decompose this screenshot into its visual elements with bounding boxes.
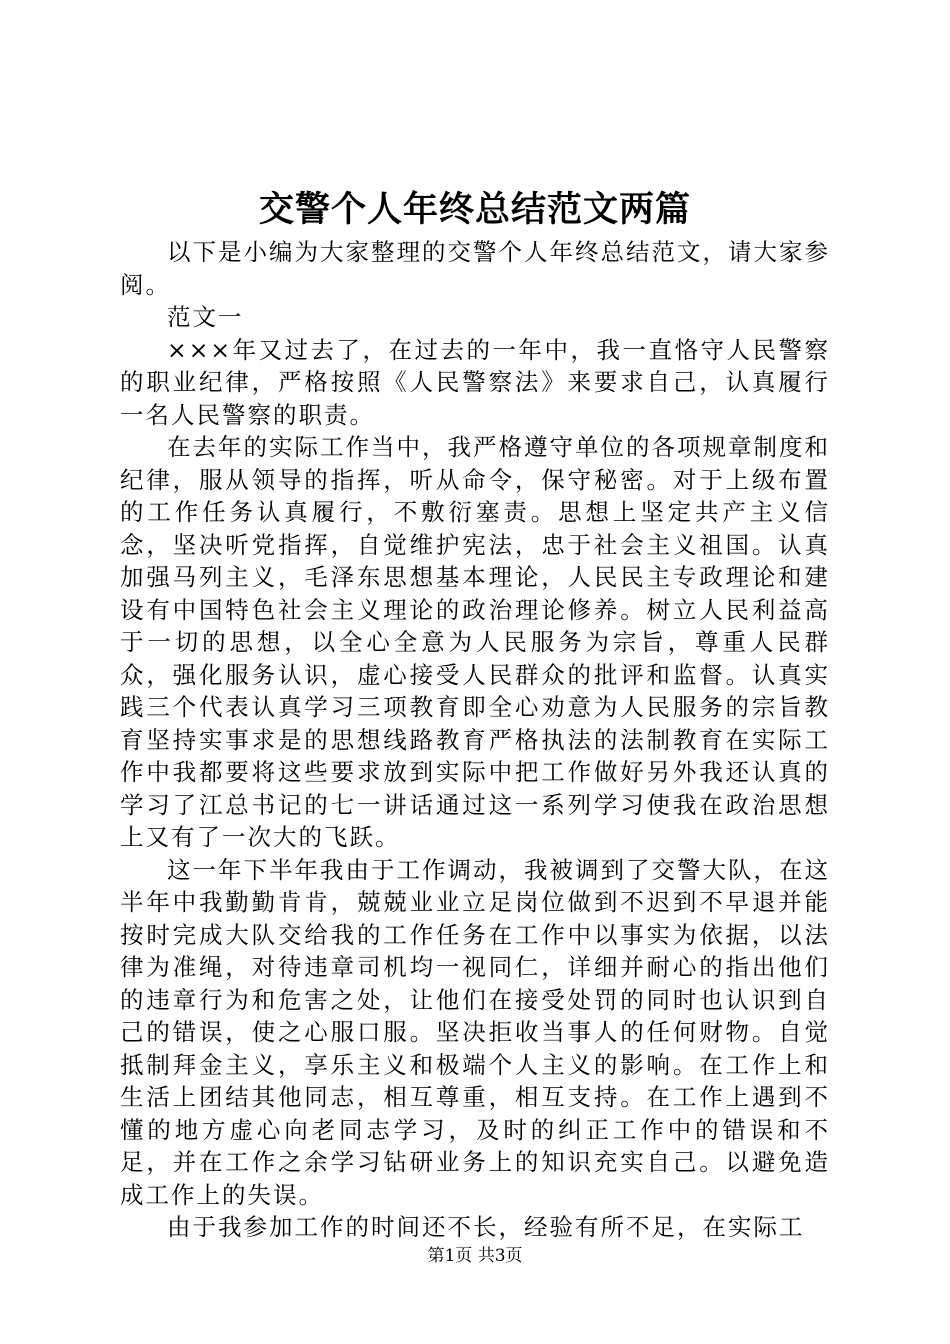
document-body [120,236,830,1244]
document-title: 交警个人年终总结范文两篇 [258,189,691,230]
body-paragraph-2: 在去年的实际工作当中，我严格遵守单位的各项规章制度和纪律，服从领导的指挥，听从命令，保守秘密。对于上级布置的工作任务认真履行，不敷衍塞责。思想上坚定共产主义信念，坚决听党指挥，自觉维护宪法，忠于社会主义祖国。认真加强马列主义，毛泽东思想基本理论，人民民主专政理论和建设有中国特色社会主义理论的政治理论修养。树立人民利益高于一切的思想，以全心全意为人民服务为宗旨，尊重人民群众，强化服务认识，虚心接受人民群众的批评和监督。认真实践三个代表认真学习三项教育即全心劝意为人民服务的宗旨教育坚持实事求是的思想线路教育严格执法的法制教育在实际工作中我都要将这些要求放到实际中把工作做好另外我还认真的学习了江总书记的七一讲话通过这一系列学习使我在政治思想上又有了一次大的飞跃。 [120,433,830,851]
body-paragraph-1: ×××年又过去了，在过去的一年中，我一直恪守人民警察的职业纪律，严格按照《人民警察法》来要求自己，认真履行一名人民警察的职责。 [120,335,830,429]
intro-paragraph: 以下是小编为大家整理的交警个人年终总结范文，请大家参阅。 [120,238,830,299]
page-number-footer: 第1页 共3页 [427,1246,523,1266]
section-heading-fanwen-yi: 范文一 [167,303,244,331]
body-paragraph-4: 由于我参加工作的时间还不长，经验有所不足，在实际工 [167,1213,805,1241]
body-paragraph-3: 这一年下半年我由于工作调动，我被调到了交警大队，在这半年中我勤勤肯肯，兢兢业业立足岗位做到不迟到不早退并能按时完成大队交给我的工作任务在工作中以事实为依据，以法律为准绳，对待违章司机均一视同仁，详细并耐心的指出他们的违章行为和危害之处，让他们在接受处罚的同时也认识到自己的错误，使之心服口服。坚决拒收当事人的任何财物。自觉抵制拜金主义，享乐主义和极端个人主义的影响。在工作上和生活上团结其他同志，相互尊重，相互支持。在工作上遇到不懂的地方虚心向老同志学习，及时的纠正工作中的错误和不足，并在工作之余学习钻研业务上的知识充实自己。以避免造成工作上的失误。 [120,855,830,1209]
